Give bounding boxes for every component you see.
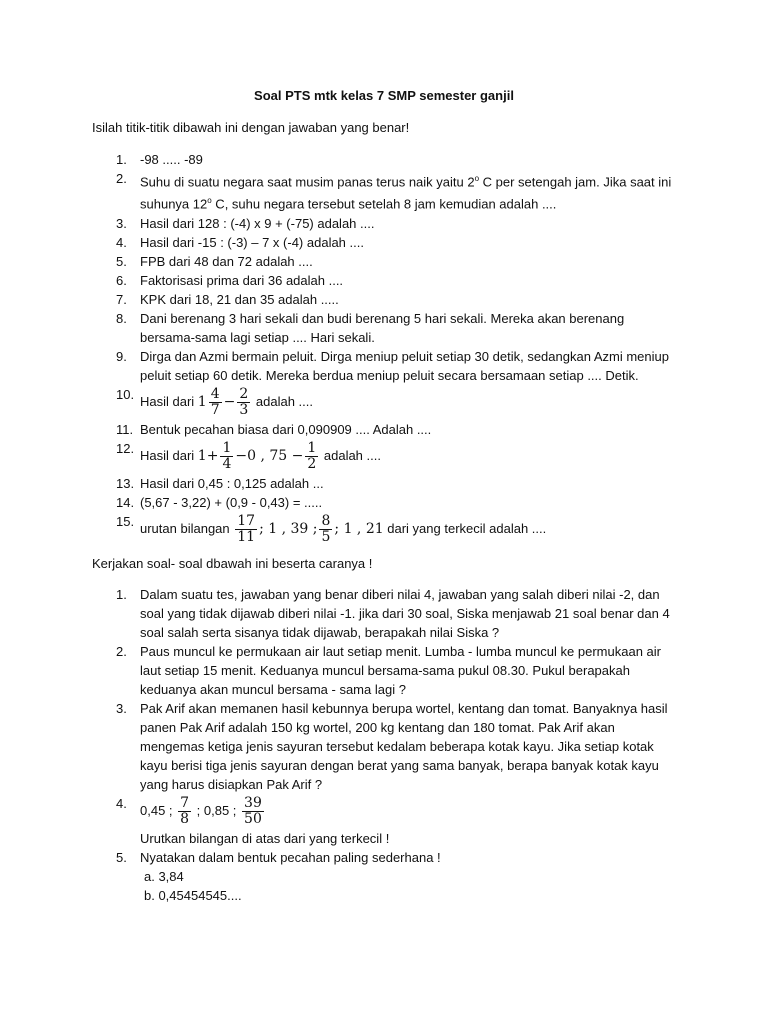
question-item: 3. Pak Arif akan memanen hasil kebunnya berupa wortel, kentang dan tomat. Banyaknya hasil panen Pak Arif adalah 150 kg wortel, 200 kg kentang dan 180 tomat. Pak Arif akan mengemas ketiga jenis sayuran tersebut kedalam beberapa kotak kayu. Jika setiap kotak kayu berisi tiga jenis sayuran dengan berat yang sama banyak, berapa banyak kotak kayu yang harus disiapkan Pak Arif ? — [116, 701, 668, 792]
question-item: 10. Hasil dari 1 $\frac{4}{7}$ − $\frac{2}{3}$ adalah .... — [116, 385, 314, 418]
fraction: $\frac{39}{50}$ — [244, 795, 262, 827]
question-item: 6. Faktorisasi prima dari 36 adalah .... — [116, 272, 344, 288]
question-item: 2. Paus muncul ke permukaan air laut setiap menit. Lumba - lumba muncul ke permukaan air laut setiap 15 menit. Keduanya muncul bersama-sama pukul 08.30. Pukul berapakah keduanya akan muncul bersama - sama lagi ? — [116, 644, 661, 697]
question-item: 4. 0,45 ; $\frac{7}{8}$ ; 0,85 ; $\frac{39}{50}$ — [116, 795, 262, 827]
fraction: $\frac{4}{7}$ — [210, 385, 220, 418]
question-item: Urutkan bilangan di atas dari yang terkecil ! — [140, 831, 390, 846]
fraction: $\frac{17}{11}$ — [237, 512, 256, 545]
question-item: 1. Dalam suatu tes, jawaban yang benar diberi nilai 4, jawaban yang salah diberi nilai -2, dan soal yang tidak dijawab diberi nilai -1. jika dari 30 soal, Siska menjawab 21 soal benar dan 4 soal salah serta sisanya tidak dijawab, berapakah nilai Siska ? — [116, 587, 670, 640]
fraction: $\frac{1}{2}$ — [307, 439, 317, 472]
section2-instruction: Kerjakan soal- soal dbawah ini beserta caranya ! — [92, 556, 373, 571]
question-item: 15. urutan bilangan $\frac{17}{11}$ ; 1 , 39 ; $\frac{8}{5}$ ; 1 , 21 dari yang terkecil adalah .... — [116, 512, 547, 545]
fraction: $\frac{2}{3}$ — [239, 385, 249, 418]
sub-item: b. 0,45454545.... — [144, 888, 242, 903]
question-item: 9. Dirga dan Azmi bermain peluit. Dirga meniup peluit setiap 30 detik, sedangkan Azmi meniup peluit setiap 60 detik. Mereka berdua meniup peluit secara bersamaan setiap .... Detik. — [116, 348, 669, 383]
section2-list — [92, 585, 682, 905]
question-item: 11. Bentuk pecahan biasa dari 0,090909 .... Adalah .... — [116, 421, 432, 437]
section1-list — [92, 150, 682, 547]
page-title: Soal PTS mtk kelas 7 SMP semester ganjil — [254, 88, 514, 103]
fraction: $\frac{8}{5}$ — [321, 512, 331, 545]
question-item: 13. Hasil dari 0,45 : 0,125 adalah ... — [116, 475, 324, 491]
question-item: 14. (5,67 - 3,22) + (0,9 - 0,43) = ..... — [116, 494, 323, 510]
sub-item: a. 3,84 — [144, 869, 184, 884]
question-item: 7. KPK dari 18, 21 dan 35 adalah ..... — [116, 291, 339, 307]
question-item: 1. -98 ..... -89 — [116, 152, 203, 167]
question-item: 2. Suhu di suatu negara saat musim panas terus naik yaitu 2$^o$ C per setengah jam. Jika saat ini suhunya 12$^o$ C, suhu negara tersebut setelah 8 jam kemudian adalah .... — [116, 171, 672, 212]
question-item: 5. Nyatakan dalam bentuk pecahan paling sederhana ! — [116, 850, 441, 865]
question-item: 4. Hasil dari -15 : (-3) – 7 x (-4) adalah .... — [116, 234, 364, 250]
fraction: $\frac{1}{4}$ — [222, 439, 232, 472]
fraction: $\frac{7}{8}$ — [180, 795, 190, 827]
question-item: 5. FPB dari 48 dan 72 adalah .... — [116, 253, 313, 269]
question-item: 8. Dani berenang 3 hari sekali dan budi berenang 5 hari sekali. Mereka akan berenang bersama-sama lagi setiap .... Hari sekali. — [116, 310, 625, 345]
question-item: 12. Hasil dari 1+ $\frac{1}{4}$ −0 , 75 − $\frac{1}{2}$ adalah .... — [116, 439, 381, 472]
section1-instruction: Isilah titik-titik dibawah ini dengan jawaban yang benar! — [92, 120, 410, 135]
question-item: 3. Hasil dari 128 : (-4) x 9 + (-75) adalah .... — [116, 215, 375, 231]
